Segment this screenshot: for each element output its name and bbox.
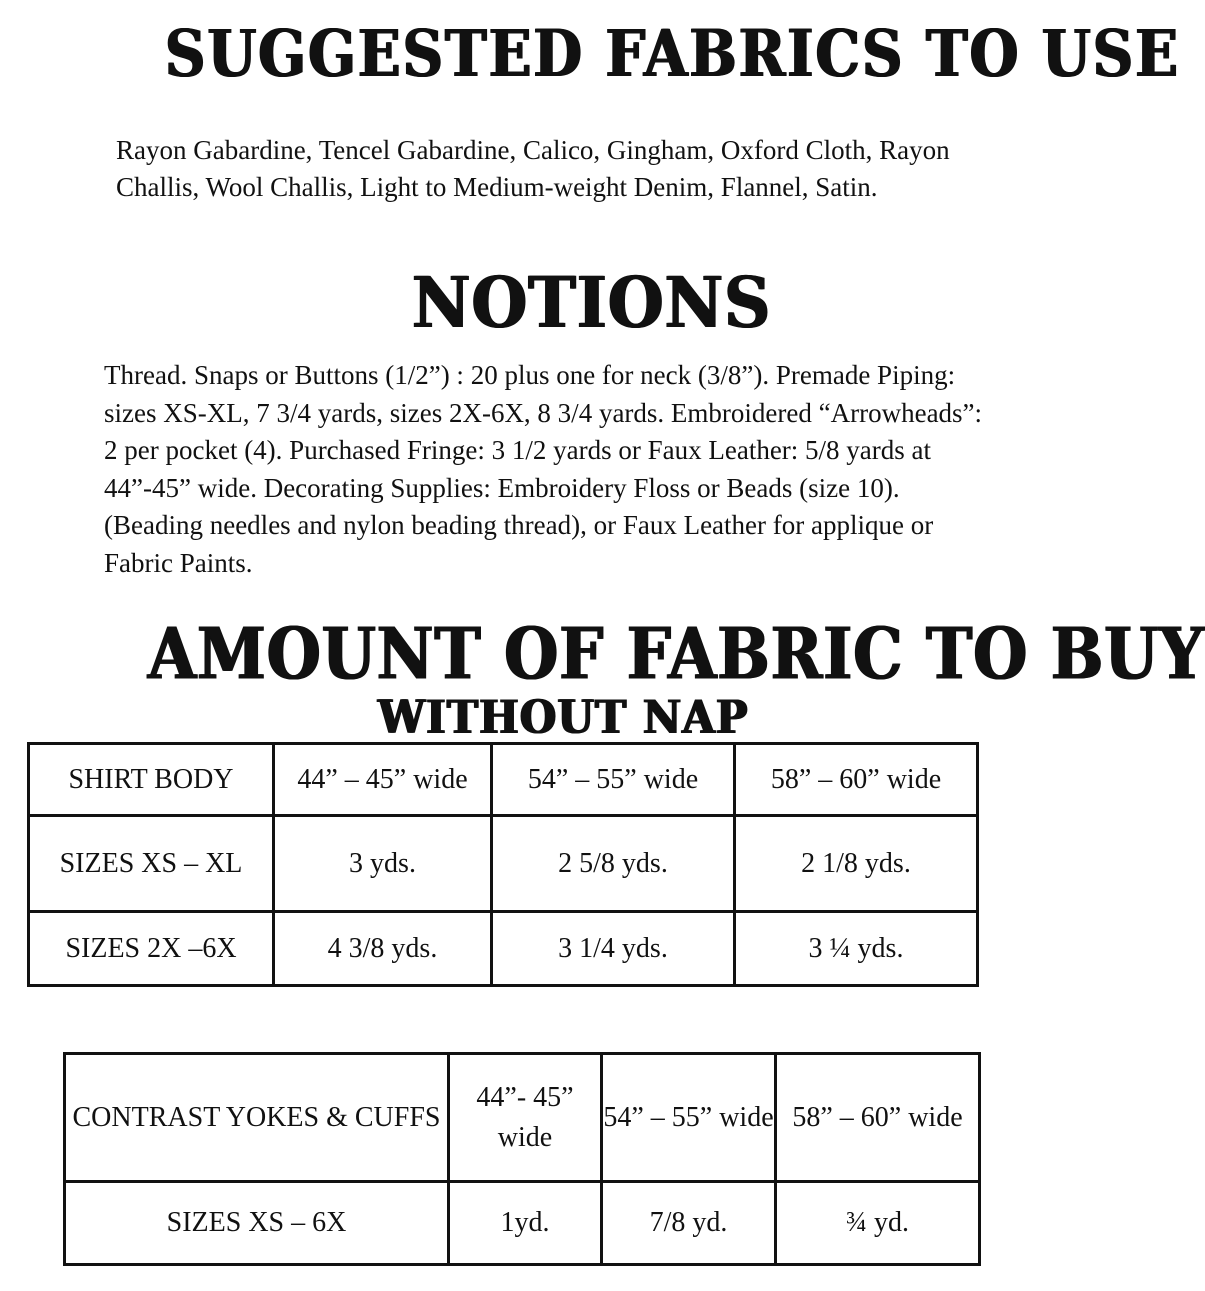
yardage-cell: 1yd. xyxy=(449,1182,602,1265)
yardage-cell: 3 ¼ yds. xyxy=(735,912,978,986)
table-header-row xyxy=(65,1054,980,1182)
yardage-cell: ¾ yd. xyxy=(776,1182,980,1265)
notions-text: Thread. Snaps or Buttons (1/2”) : 20 plus one for neck (3/8”). Premade Piping: sizes XS-XL, 7 3/4 yards, sizes 2X-6X, 8 3/4 yards. Embroidered “Arrowheads”: 2 per pocket (4). Purchased Fringe: 3 1/2 yards or Faux Leather: 5/8 yards at 44”-45” wide. Decorating Supplies: Embroidery Floss or Beads (size 10). (Beading needles and nylon beading thread), or Faux Leather for applique or Fabric Paints. xyxy=(104,360,983,578)
table-row xyxy=(65,1182,980,1265)
suggested-fabrics-heading: SUGGESTED FABRICS TO USE xyxy=(165,16,1180,92)
yardage-cell: 2 1/8 yds. xyxy=(735,816,978,912)
amount-of-fabric-heading: AMOUNT OF FABRIC TO BUY xyxy=(148,612,1205,696)
yardage-cell: 4 3/8 yds. xyxy=(274,912,492,986)
header-cell: 44”- 45” wide xyxy=(449,1054,602,1182)
table-header-row xyxy=(29,744,978,816)
table-row xyxy=(29,816,978,912)
header-cell: 58” – 60” wide xyxy=(735,744,978,816)
table-row xyxy=(29,912,978,986)
header-cell: 44” – 45” wide xyxy=(274,744,492,816)
size-label-cell: SIZES XS – XL xyxy=(29,816,274,912)
header-cell: 54” – 55” wide xyxy=(492,744,735,816)
yardage-cell: 3 yds. xyxy=(274,816,492,912)
shirt-body-yardage-table xyxy=(27,742,979,987)
without-nap-subheading: WITHOUT NAP xyxy=(378,690,749,744)
contrast-yokes-yardage-table xyxy=(63,1052,981,1266)
yardage-cell: 3 1/4 yds. xyxy=(492,912,735,986)
size-label-cell: SIZES XS – 6X xyxy=(65,1182,449,1265)
header-cell: 54” – 55” wide xyxy=(602,1054,776,1182)
header-cell: 58” – 60” wide xyxy=(776,1054,980,1182)
size-label-cell: SIZES 2X –6X xyxy=(29,912,274,986)
notions-heading: NOTIONS xyxy=(412,262,772,345)
header-cell: CONTRAST YOKES & CUFFS xyxy=(65,1054,449,1182)
header-cell: SHIRT BODY xyxy=(29,744,274,816)
yardage-cell: 7/8 yd. xyxy=(602,1182,776,1265)
yardage-cell: 2 5/8 yds. xyxy=(492,816,735,912)
suggested-fabrics-text: Rayon Gabardine, Tencel Gabardine, Calico, Gingham, Oxford Cloth, Rayon Challis, Wool Challis, Light to Medium-weight Denim, Flannel, Satin. xyxy=(116,135,950,202)
